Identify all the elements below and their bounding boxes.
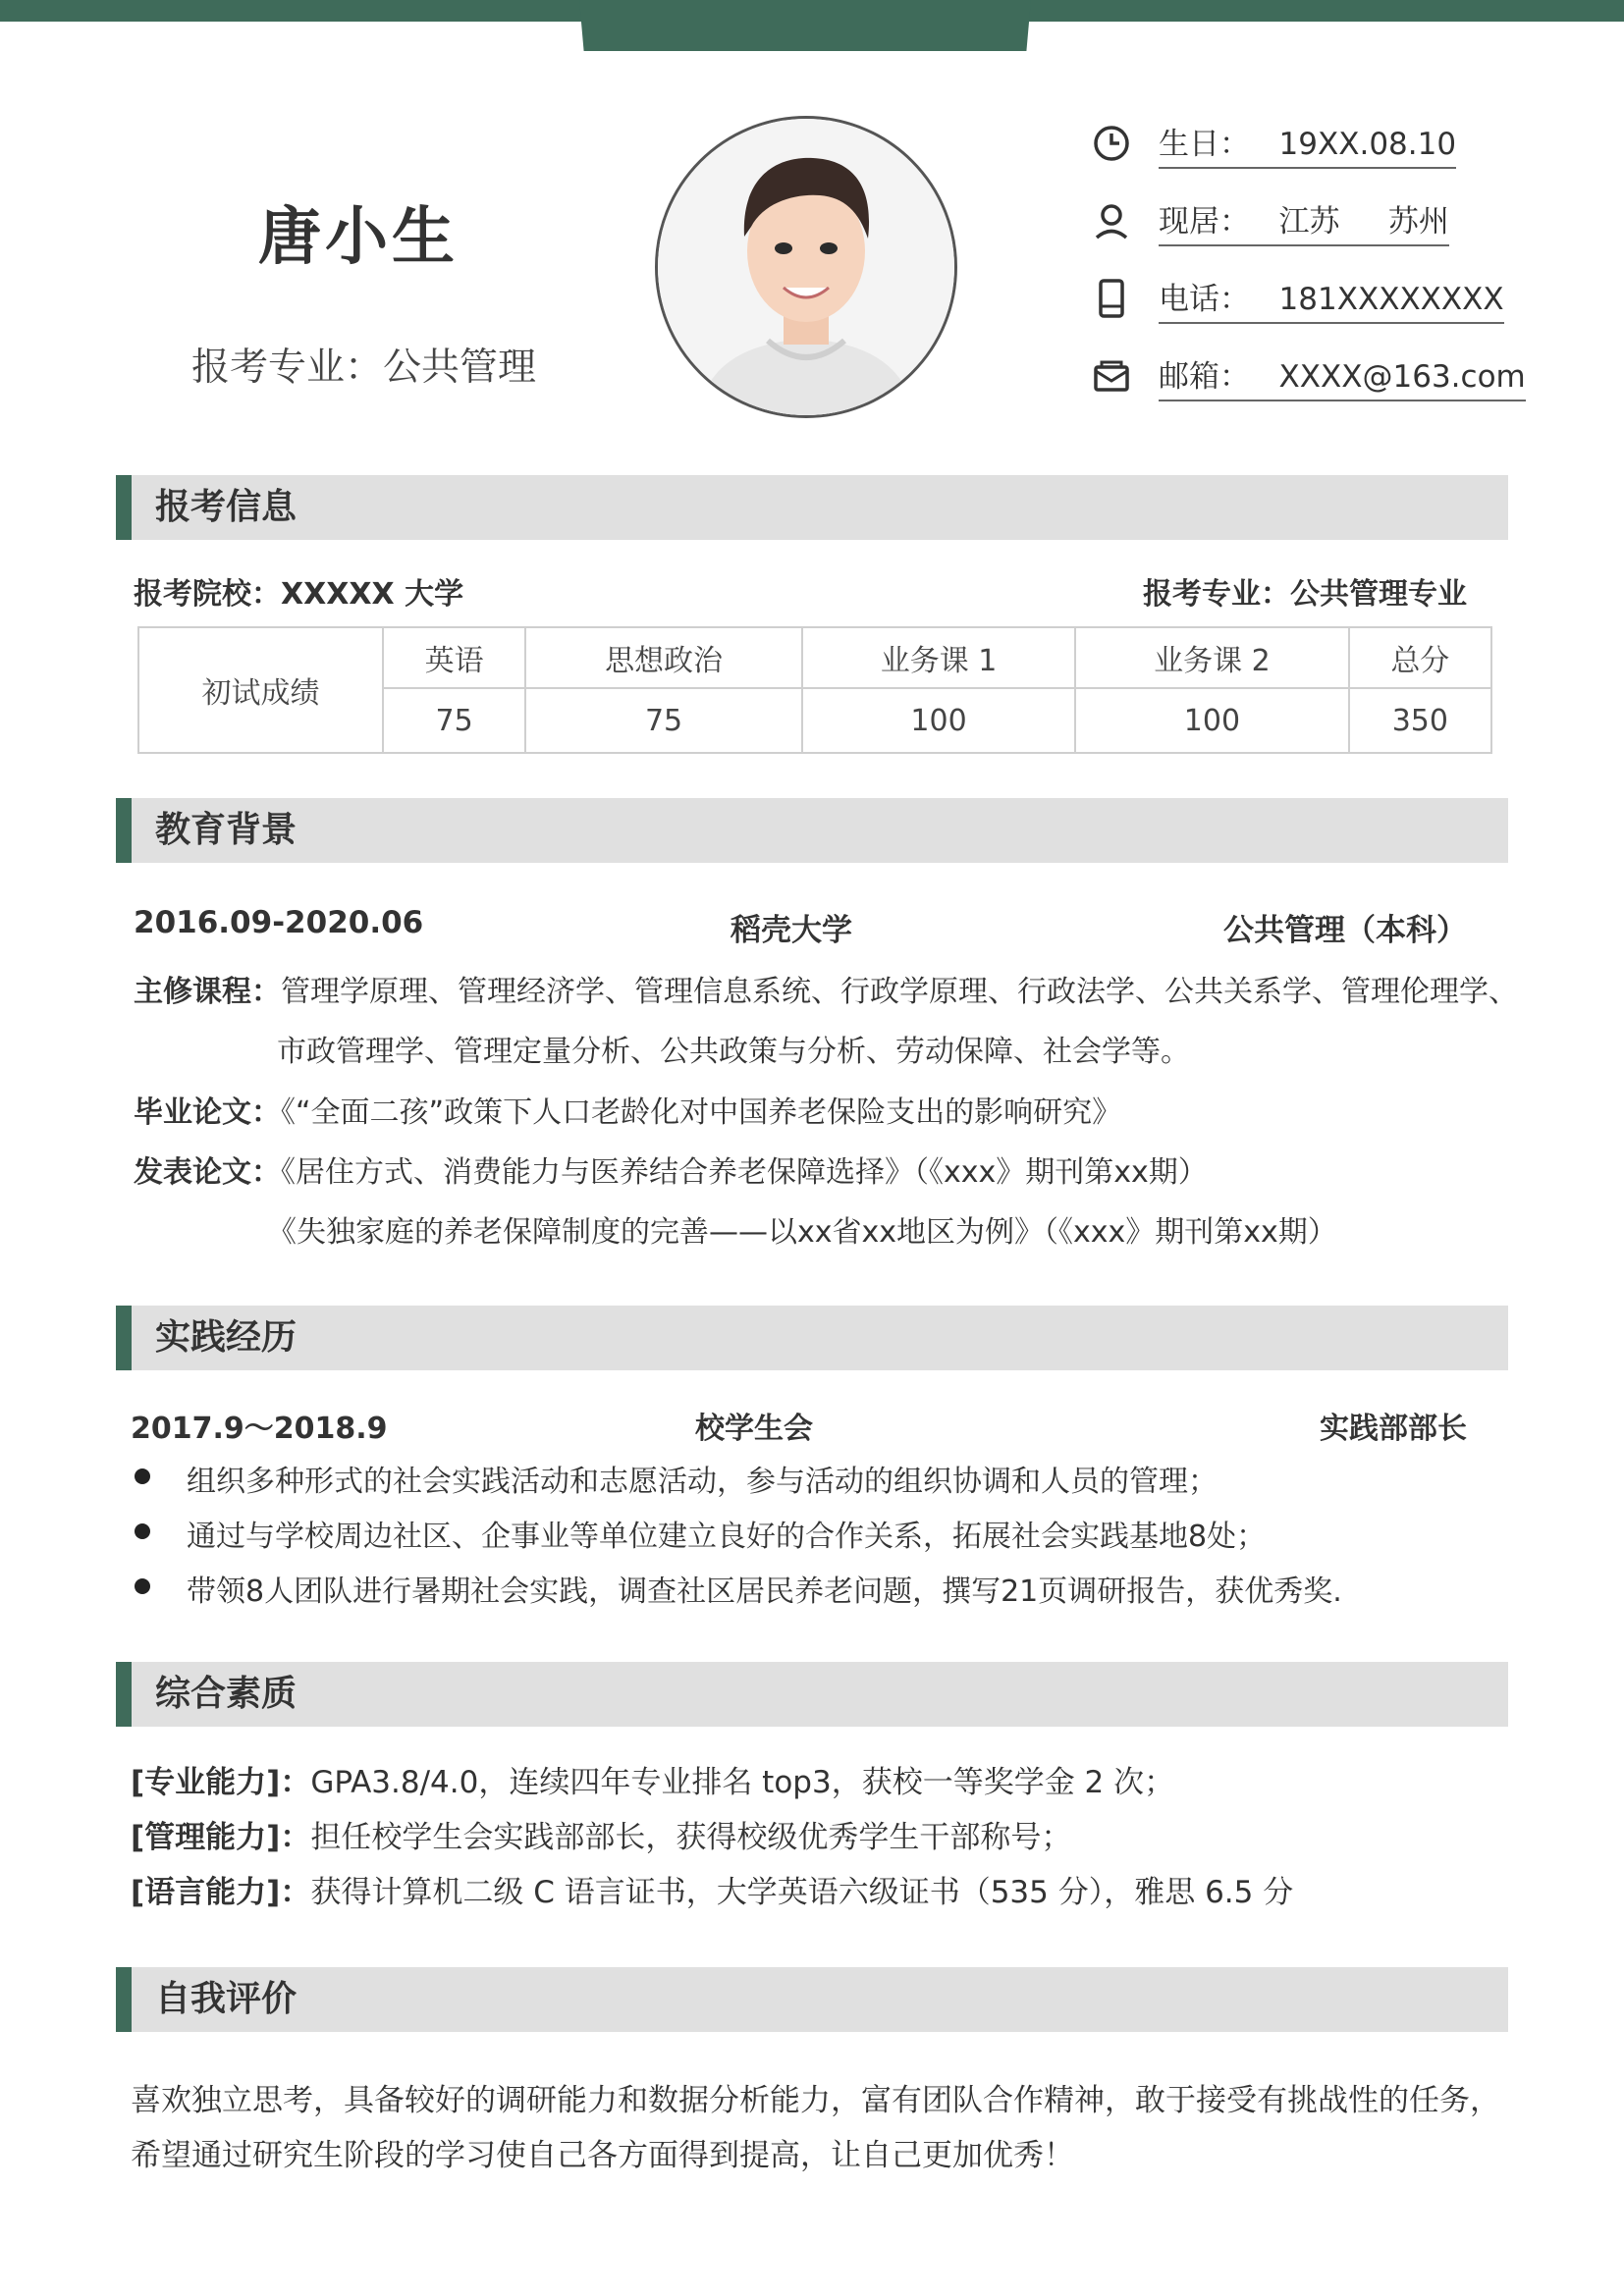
thesis-row <box>134 1088 1121 1131</box>
quality-label: [专业能力]： <box>131 1765 311 1800</box>
contact-phone <box>1090 269 1504 328</box>
practice-item-2: 通过与学校周边社区、企事业等单位建立良好的合作关系，拓展社会实践基地8处； <box>187 1520 1267 1554</box>
thesis-title: 《“全面二孩”政策下人口老龄化对中国养老保险支出的影响研究》 <box>281 1095 1122 1130</box>
self-evaluation-line1: 喜欢独立思考，具备较好的调研能力和数据分析能力，富有团队合作精神，敢于接受有挑战性的任务， <box>131 2083 1500 2118</box>
location-pin-icon <box>1090 199 1133 242</box>
paper-1: 《居住方式、消费能力与医养结合养老保障选择》（《xxx》期刊第xx期） <box>281 1155 1208 1190</box>
scores-table <box>137 626 1492 754</box>
quality-professional <box>131 1757 1174 1801</box>
contact-email <box>1090 347 1526 405</box>
candidate-name: 唐小生 <box>258 201 459 274</box>
intended-major: 报考专业：公共管理 <box>191 346 537 390</box>
apply-school: 报考院校：XXXXX 大学 <box>134 577 464 612</box>
section-title: 实践经历 <box>155 1317 298 1358</box>
score-header-politics: 思想政治 <box>525 627 802 688</box>
top-accent-tab <box>579 0 1031 51</box>
quality-language <box>131 1867 1293 1911</box>
quality-text: 获得计算机二级 C 语言证书，大学英语六级证书（535 分），雅思 6.5 分 <box>310 1875 1294 1910</box>
self-evaluation-line2: 希望通过研究生阶段的学习使自己各方面得到提高，让自己更加优秀！ <box>131 2138 1074 2173</box>
bullet-dot <box>135 1578 150 1594</box>
score-value-course1: 100 <box>802 688 1075 753</box>
phone-icon <box>1090 277 1133 320</box>
courses-line1: 管理学原理、管理经济学、管理信息系统、行政学原理、行政法学、公共关系学、管理伦理学、 <box>281 975 1518 1009</box>
bullet-dot <box>135 1523 150 1539</box>
practice-item-3: 带领8人团队进行暑期社会实践，调查社区居民养老问题，撰写21页调研报告，获优秀奖. <box>187 1575 1342 1609</box>
section-accent-bar <box>116 1967 132 2032</box>
education-school: 稻壳大学 <box>731 913 852 948</box>
score-value-course2: 100 <box>1075 688 1348 753</box>
section-title: 自我评价 <box>155 1979 298 2019</box>
bullet-dot <box>135 1468 150 1484</box>
quality-management <box>131 1812 1071 1856</box>
avatar-photo <box>655 116 957 418</box>
score-header-total: 总分 <box>1349 627 1491 688</box>
section-title: 综合素质 <box>155 1674 298 1714</box>
score-value-politics: 75 <box>525 688 802 753</box>
section-header-practice <box>116 1306 1508 1370</box>
practice-period: 2017.9～2018.9 <box>131 1412 388 1446</box>
score-value-english: 75 <box>383 688 525 753</box>
score-header-english: 英语 <box>383 627 525 688</box>
courses-row <box>134 967 1518 1010</box>
section-accent-bar <box>116 475 132 540</box>
section-accent-bar <box>116 1306 132 1370</box>
section-title: 教育背景 <box>155 810 298 850</box>
quality-label: [语言能力]： <box>131 1875 311 1910</box>
phone-text: 电话： 181XXXXXXXX <box>1159 274 1504 324</box>
section-accent-bar <box>116 798 132 863</box>
education-degree: 公共管理（本科） <box>1223 913 1467 948</box>
papers-row <box>134 1148 1208 1191</box>
scores-label: 初试成绩 <box>138 627 383 753</box>
practice-role: 实践部部长 <box>1320 1412 1467 1446</box>
paper-2: 《失独家庭的养老保障制度的完善——以xx省xx地区为例》（《xxx》期刊第xx期） <box>267 1215 1337 1250</box>
section-header-quality <box>116 1662 1508 1727</box>
contact-birthday <box>1090 114 1456 173</box>
score-value-total: 350 <box>1349 688 1491 753</box>
section-header-apply <box>116 475 1508 540</box>
section-title: 报考信息 <box>155 487 298 527</box>
section-accent-bar <box>116 1662 132 1727</box>
score-header-course1: 业务课 1 <box>802 627 1075 688</box>
score-header-course2: 业务课 2 <box>1075 627 1348 688</box>
education-period: 2016.09-2020.06 <box>134 905 424 940</box>
contact-residence <box>1090 191 1449 250</box>
papers-label: 发表论文： <box>134 1155 281 1190</box>
thesis-label: 毕业论文： <box>134 1095 281 1130</box>
practice-org: 校学生会 <box>695 1412 813 1446</box>
quality-text: GPA3.8/4.0，连续四年专业排名 top3，获校一等奖学金 2 次； <box>310 1765 1175 1800</box>
mail-icon <box>1090 354 1133 398</box>
courses-label: 主修课程： <box>134 975 281 1009</box>
section-header-education <box>116 798 1508 863</box>
section-header-self <box>116 1967 1508 2032</box>
residence-text: 现居： 江苏 苏州 <box>1159 196 1449 246</box>
clock-icon <box>1090 122 1133 165</box>
practice-item-1: 组织多种形式的社会实践活动和志愿活动，参与活动的组织协调和人员的管理； <box>187 1465 1218 1499</box>
apply-major: 报考专业：公共管理专业 <box>1143 577 1467 612</box>
birthday-text: 生日： 19XX.08.10 <box>1159 119 1456 169</box>
courses-line2: 市政管理学、管理定量分析、公共政策与分析、劳动保障、社会学等。 <box>277 1035 1190 1069</box>
quality-text: 担任校学生会实践部部长，获得校级优秀学生干部称号； <box>310 1820 1072 1855</box>
quality-label: [管理能力]： <box>131 1820 311 1855</box>
email-text: 邮箱： XXXX@163.com <box>1159 351 1526 401</box>
portrait-illustration <box>658 119 954 415</box>
